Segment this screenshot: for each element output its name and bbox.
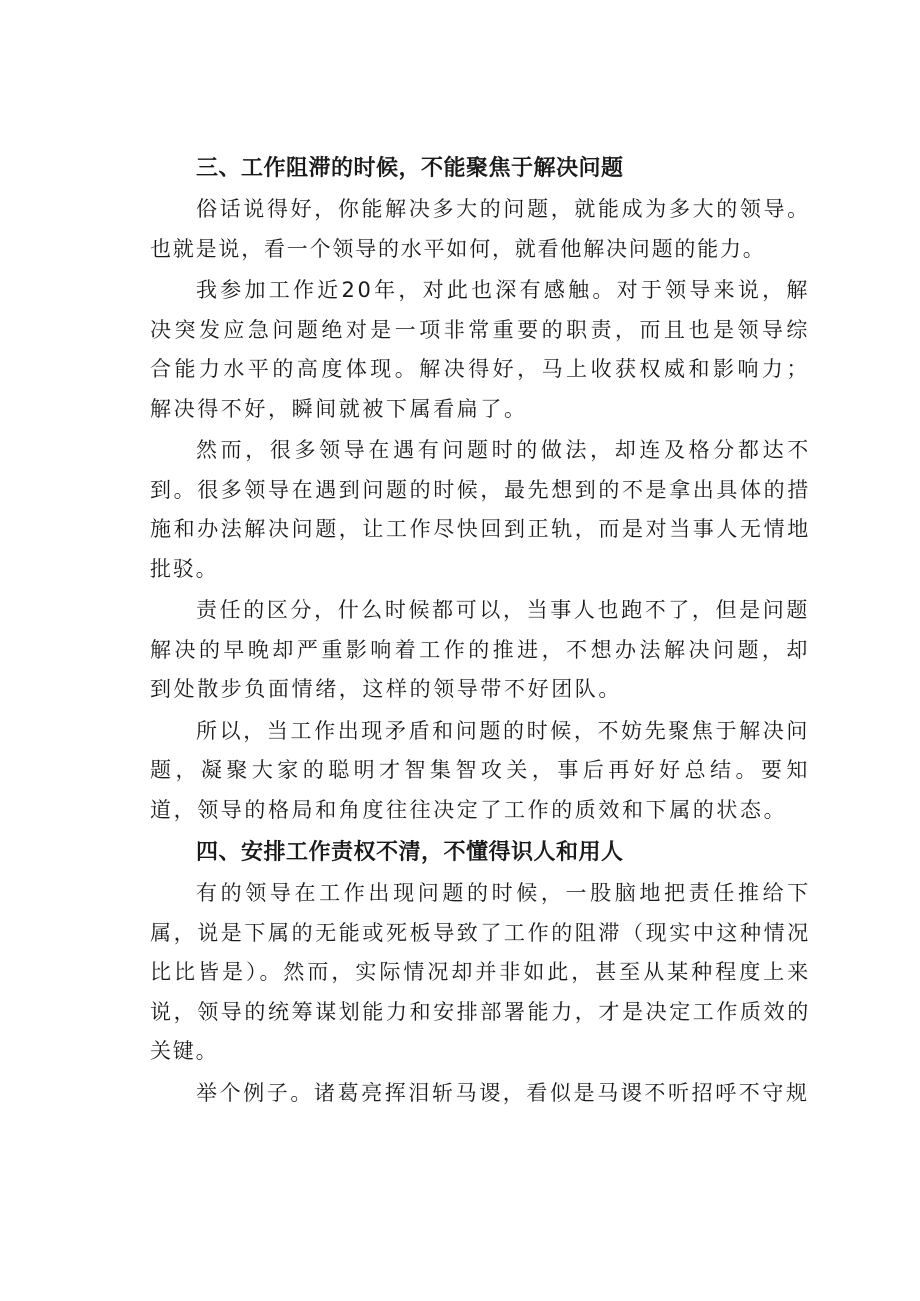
document-body bbox=[150, 152, 810, 1115]
paragraph: 然而，很多领导在遇有问题时的做法，却连及格分都达不到。很多领导在遇到问题的时候，最先想到的不是拿出具体的措施和办法解决问题，让工作尽快回到正轨，而是对当事人无情地批驳。 bbox=[150, 438, 810, 581]
paragraph: 所以，当工作出现矛盾和问题的时候，不妨先聚焦于解决问题，凝聚大家的聪明才智集智攻关，事后再好好总结。要知道，领导的格局和角度往往决定了工作的质效和下属的状态。 bbox=[150, 718, 810, 822]
paragraph: 责任的区分，什么时候都可以，当事人也跑不了，但是问题解决的早晚却严重影响着工作的推进，不想办法解决问题，却到处散步负面情绪，这样的领导带不好团队。 bbox=[150, 598, 810, 701]
paragraph: 举个例子。诸葛亮挥泪斩马谡，看似是马谡不听招呼不守规 bbox=[196, 1080, 810, 1105]
section-heading-3: 三、工作阻滞的时候，不能聚焦于解决问题 bbox=[196, 156, 624, 181]
paragraph: 有的领导在工作出现问题的时候，一股脑地把责任推给下属，说是下属的无能或死板导致了工作的阻滞（现实中这种情况比比皆是）。然而，实际情况却并非如此，甚至从某种程度上来说，领导的统筹谋划能力和安排部署能力，才是决定工作质效的关键。 bbox=[150, 881, 810, 1063]
paragraph: 我参加工作近20年，对此也深有感触。对于领导来说，解决突发应急问题绝对是一项非常重要的职责，而且也是领导综合能力水平的高度体现。解决得好，马上收获权威和影响力；解决得不好，瞬间就被下属看扁了。 bbox=[150, 278, 810, 421]
paragraph: 俗话说得好，你能解决多大的问题，就能成为多大的领导。也就是说，看一个领导的水平如何，就看他解决问题的能力。 bbox=[150, 197, 810, 261]
section-heading-4: 四、安排工作责权不清，不懂得识人和用人 bbox=[196, 840, 624, 865]
